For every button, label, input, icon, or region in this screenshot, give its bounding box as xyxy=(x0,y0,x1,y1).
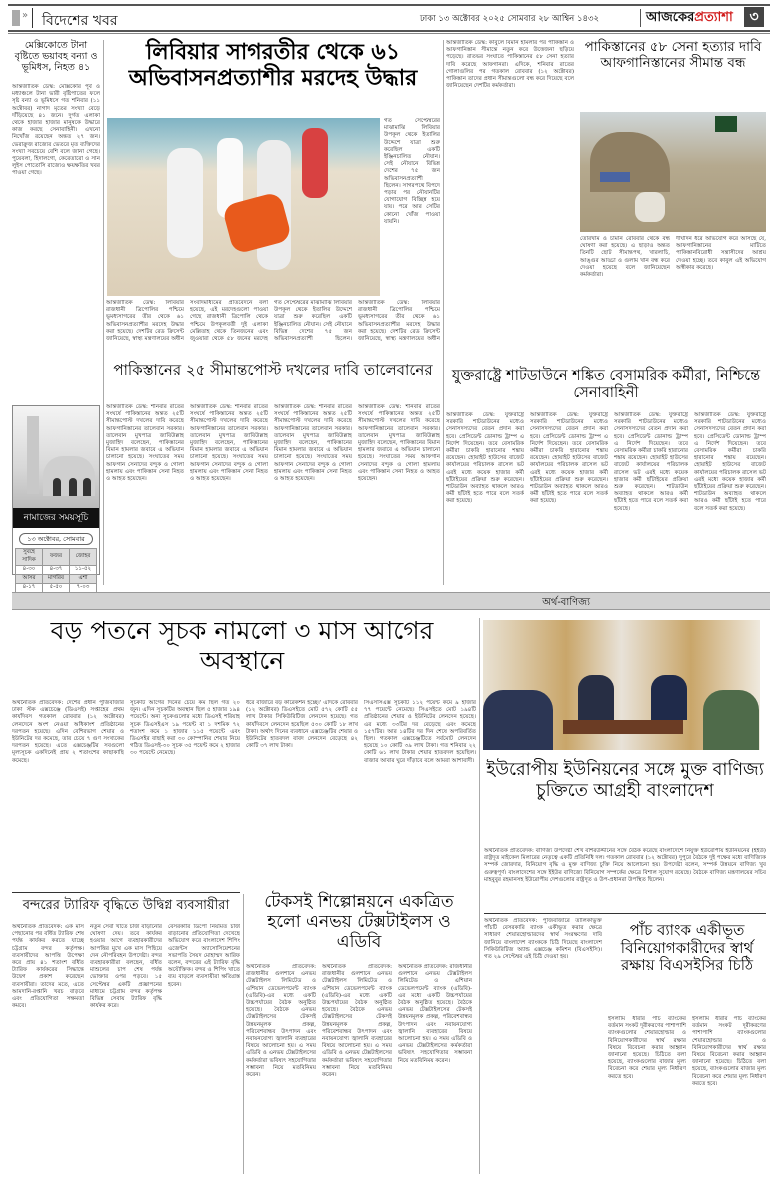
article-body-us-2: আন্তর্জাতিক ডেস্ক: যুক্তরাষ্ট্রে সরকারি শাটডাউনের মধ্যেও সেনাসদস্যদের বেতন প্রদান করা হবে। প্রেসিডেন্ট ডোনাল্ড ট্রাম্প এ নির্দেশ দিয়েছেন। তবে বেসামরিক কর্মীরা চাকরি হারানোর শঙ্কায় রয়েছেন। হোয়াইট হাউসের বাজেট কার্যালয়ের পরিচালক রাসেল ভট এরই মধ্যে কয়েক হাজার কর্মী ছাঁটাইয়ের প্রক্রিয়া শুরু করেছেন। শাটডাউন অব্যাহত থাকলে আরও কর্মী ছাঁটাই হতে পারে বলে সতর্ক করা হয়েছে। xyxy=(530,412,608,505)
photo-libya-beach xyxy=(107,118,380,296)
photo-table xyxy=(563,720,683,734)
article-body-market-c: ধরে বাজারে বড় কারেকশন হচ্ছে।' এদিকে রোববার (১২ অক্টোবর) ডিএসইতে মোট ৫৭২ কোটি ৫৫ লাখ টাকার সিকিউরিটিজ লেনদেন হয়েছে। গত কার্যদিবসে লেনদেন হয়েছিল ৫৩০ কোটি ১৮ লাখ টাকা। অর্থাৎ দিনের ব্যবধানে এক্সচেঞ্জটির শেয়ার ও ইউনিটের হাতবদল বাবদ লেনদেন বেড়েছে ৪২ কোটি ৩৭ লাখ টাকা। xyxy=(246,700,358,750)
mosque-image xyxy=(13,406,99,508)
photo-flag xyxy=(715,116,737,132)
photo-eu-meeting xyxy=(483,620,760,750)
article-body-pakistan-b: তোরখাম ও চামান রোববার থেকে বন্ধ ঘোষণা করা হয়েছে। এ ছাড়াও অন্তত তিনটি ছোট সীমান্তপথ, খারলাচি, আঙ্গুর আড্ডা ও গুলাম খান বন্ধ করে দেওয়া হয়েছে বলে জানিয়েছেন কর্মকর্তারা। xyxy=(580,236,670,279)
headline-mexico: মেক্সিকোতে টানা বৃষ্টিতে ভয়াবহ বন্যা ও ভূমিধস, নিহত ৪১ xyxy=(14,40,98,74)
column-rule xyxy=(443,40,444,585)
prayer-label: আসর xyxy=(16,575,43,584)
article-body-port-b: নতুন সেবা খাতে চার্জ বাড়ানোর ঘোষণা দেয়। তবে কার্যকর হওয়ার আগে ব্যবহারকারীদের আপত্তির মুখে এক মাস পিছিয়ে দেন নৌপরিবহন উপদেষ্টা। বন্দর ব্যবহারকারীরা বলছেন, বর্ধিত মাশুলের চাপ শেষ পর্যন্ত ভোক্তার ওপর পড়বে। ১৫ সেপ্টেম্বর একটি প্রজ্ঞাপনের মাধ্যমে চট্টগ্রাম বন্দর কর্তৃপক্ষ বিভিন্ন সেবায় ট্যারিফ বৃদ্ধি কার্যকর করে। xyxy=(90,924,162,1010)
prayer-time: ১১-৫২ xyxy=(70,566,97,575)
article-body-taliban-1: আন্তর্জাতিক ডেস্ক: শনিবার রাতের সংঘর্ষে পাকিস্তানের অন্তত ২৫টি সীমান্তপোস্ট দখলের দাবি করেছে আফগানিস্তানের তালেবান সরকার। তালেবান মুখপাত্র জাবিউল্লাহ মুজাহিদ বলেছেন, পাকিস্তানের বিমান হামলার জবাবে এ অভিযান চালানো হয়েছে। সংঘাতের সময় আফগান সেনাদের বন্দুক ও গোলা হামলায় এবং পাকিস্তান সেনা নিহত ও আহত হয়েছেন। xyxy=(106,404,184,483)
prayer-label: এশা xyxy=(70,575,97,584)
headline-libya: লিবিয়ার সাগরতীর থেকে ৬১ অভিবাসনপ্রত্যাশীর মরদেহ উদ্ধার xyxy=(128,40,418,91)
headline-bsec-banks: পাঁচ ব্যাংক একীভূত বিনিয়োগকারীদের স্বার্থ রক্ষায় বিএসইসির চিঠি xyxy=(620,921,754,975)
mosque-door xyxy=(53,478,61,496)
chevron-right-icon: » xyxy=(22,10,29,21)
article-body-market-d: সিএসসিএক্স সূচকটি ১১২ পয়েন্ট কমে ৯ হাজার ৭৭ পয়েন্টে নেমেছে। সিএসইতে মোট ১৯৪টি প্রতিষ্ঠানের শেয়ার ও ইউনিটের লেনদেন হয়েছে। এর মধ্যে ৩৩টির দর বেড়েছে এবং কমেছে ১৫৭টির। আর ১৪টির দর দিন শেষে অপরিবর্তিত ছিল। গতকাল এক্সচেঞ্জটিতে সর্বমোট লেনদেন হয়েছে ১০ কোটি ৩৯ লাখ টাকা। গত শনিবার ২২ কোটি ৬১ লাখ টাকার শেয়ার হাতবদল হয়েছিল। বাজার আবার ঘুরে দাঁড়াবে বলে আমরা আশাবাদী। xyxy=(364,700,476,764)
header-divider xyxy=(32,8,33,28)
page-number: ৩ xyxy=(744,7,764,27)
prayer-times-title: নামাজের সময়সূচি xyxy=(13,508,99,528)
headline-pakistan-58: পাকিস্তানের ৫৮ সেনা হত্যার দাবি আফগানিস্তানের সীমান্ত বন্ধ xyxy=(584,39,762,71)
article-body-market-a: অর্থনৈতিক প্রতিবেদক: দেশের প্রধান পুঁজিবাজার ঢাকা স্টক এক্সচেঞ্জে (ডিএসই) সপ্তাহের প্রথম কার্যদিবস গতকাল রোববার (১২ অক্টোবর) লেনদেনে অংশ নেওয়া অধিকাংশ প্রতিষ্ঠানের দরপতন হয়েছে। এদিন বেশিরভাগ শেয়ার ও ইউনিটের দর কমেছে, তার চেয়ে ৭ গুণ সংখ্যকের দরপতন হয়েছে। এতে এক্সচেঞ্জটির সবগুলো মূল্যসূচক একদিনেই প্রায় ২ শতাংশের কাছাকাছি কমেছে। xyxy=(12,700,124,764)
header-top-rule xyxy=(8,4,770,6)
photo-truck xyxy=(600,172,630,182)
mosque-door xyxy=(69,478,77,496)
article-body-taliban-4: আন্তর্জাতিক ডেস্ক: শনিবার রাতের সংঘর্ষে পাকিস্তানের অন্তত ২৫টি সীমান্তপোস্ট দখলের দাবি করেছে আফগানিস্তানের তালেবান সরকার। তালেবান মুখপাত্র জাবিউল্লাহ মুজাহিদ বলেছেন, পাকিস্তানের বিমান হামলার জবাবে এ অভিযান চালানো হয়েছে। সংঘাতের সময় আফগান সেনাদের বন্দুক ও গোলা হামলায় এবং পাকিস্তান সেনা নিহত ও আহত হয়েছেন। xyxy=(358,404,440,483)
article-body-textile-b: অর্থনৈতিক প্রতিবেদক: রাজধানীর গুলশানে এনভয় টেক্সটাইলস লিমিটেড ও এশিয়ান ডেভেলপমেন্ট ব্যাংক (এডিবি)-এর মধ্যে একটি উচ্চপর্যায়ের বৈঠক অনুষ্ঠিত হয়েছে। বৈঠকে এনভয় টেক্সটাইলসের টেকসই উন্নয়নমূলক প্রকল্প, পরিবেশবান্ধব উৎপাদন এবং নবায়নযোগ্য জ্বালানি ব্যবহারের বিষয়ে আলোচনা হয়। এ সময় এডিবি ও এনভয় টেক্সটাইলসের কর্মকর্তারা ভবিষ্যৎ সহযোগিতার সম্ভাবনা নিয়ে মতবিনিময় করেন। xyxy=(322,964,392,1079)
article-body-port-a: অর্থনৈতিক প্রতিবেদক: এক মাস পেছানোর পর বর্ধিত ট্যারিফ শেষ পর্যন্ত কার্যকর করতে যাচ্ছে চট্টগ্রাম বন্দর কর্তৃপক্ষ। ব্যবসায়ীদের আপত্তি উপেক্ষা করে প্রায় ৪১ শতাংশ বর্ধিত ট্যারিফ কার্যকরের সিদ্ধান্তে উদ্বেগ প্রকাশ করেছেন ব্যবসায়ীরা। তাদের মতে, এতে আমদানি-রপ্তানি খরচ বাড়বে এবং প্রতিযোগিতা সক্ষমতা কমবে। xyxy=(12,924,84,1010)
article-body-pakistan-c: দীর্ঘদিন ধরে অভিযোগ করে আসছে যে, আফগানিস্তানের মাটিতে পাকিস্তানবিরোধী সন্ত্রাসীদের আশ্রয় দেওয়া হচ্ছে। তবে কাবুল এই অভিযোগ অস্বীকার করেছে। xyxy=(676,236,766,271)
prayer-time: ৫-৫০ xyxy=(43,584,70,593)
article-body-us-4: আন্তর্জাতিক ডেস্ক: যুক্তরাষ্ট্রে সরকারি শাটডাউনের মধ্যেও সেনাসদস্যদের বেতন প্রদান করা হবে। প্রেসিডেন্ট ডোনাল্ড ট্রাম্প এ নির্দেশ দিয়েছেন। তবে বেসামরিক কর্মীরা চাকরি হারানোর শঙ্কায় রয়েছেন। হোয়াইট হাউসের বাজেট কার্যালয়ের পরিচালক রাসেল ভট এরই মধ্যে কয়েক হাজার কর্মী ছাঁটাইয়ের প্রক্রিয়া শুরু করেছেন। শাটডাউন অব্যাহত থাকলে আরও কর্মী ছাঁটাই হতে পারে বলে সতর্ক করা হয়েছে। xyxy=(694,412,766,512)
photo-person xyxy=(703,690,759,750)
article-body-libya-b2: গত সেপ্টেম্বরের মাঝামাঝি লিবিয়ার উপকূল থেকে ইতালির উদ্দেশে যাত্রা শুরু করেছিল একটি ইঞ্জিনচালিত নৌযান। সেই নৌযানে বিভিন্ন দেশের ৭৫ জন অভিবাসনপ্রত্যাশী ছিলেন। xyxy=(274,300,352,342)
section-marker-icon xyxy=(12,10,20,26)
photo-pak-afghan-border xyxy=(580,112,766,232)
prayer-time: ৪-৩৭ xyxy=(43,566,70,575)
photo-figure xyxy=(302,128,328,198)
headline-eu-fta: ইউরোপীয় ইউনিয়নের সঙ্গে মুক্ত বাণিজ্য চুক্তিতে আগ্রহী বাংলাদেশ xyxy=(486,760,764,801)
prayer-time: ৪-৩০ xyxy=(16,566,43,575)
header-bottom-rule xyxy=(8,30,770,34)
article-body-taliban-2: আন্তর্জাতিক ডেস্ক: শনিবার রাতের সংঘর্ষে পাকিস্তানের অন্তত ২৫টি সীমান্তপোস্ট দখলের দাবি করেছে আফগানিস্তানের তালেবান সরকার। তালেবান মুখপাত্র জাবিউল্লাহ মুজাহিদ বলেছেন, পাকিস্তানের বিমান হামলার জবাবে এ অভিযান চালানো হয়েছে। সংঘাতের সময় আফগান সেনাদের বন্দুক ও গোলা হামলায় এবং পাকিস্তান সেনা নিহত ও আহত হয়েছেন। xyxy=(190,404,268,483)
article-body-libya-c: গত সেপ্টেম্বরের মাঝামাঝি লিবিয়ার উপকূল থেকে ইতালির উদ্দেশে যাত্রা শুরু করেছিল একটি ইঞ্জিনচালিত নৌযান। সেই নৌযানে বিভিন্ন দেশের ৭৫ জন অভিবাসনপ্রত্যাশী ছিলেন। সাগরপথে বিপদে পড়ার পর নৌযানটির যোগাযোগ বিচ্ছিন্ন হয়ে যায়। পরে আর সেটির কোনো খোঁজ পাওয়া যায়নি। xyxy=(384,118,440,225)
article-body-mexico: আন্তর্জাতিক ডেস্ক: মেক্সিকোর পূর্ব ও মধ্যাঞ্চলে টানা ভারী বৃষ্টিপাতের ফলে সৃষ্ট বন্যা ও ভূমিধসে গত শনিবার (১১ অক্টোবর) নাগাদ মৃতের সংখ্যা বেড়ে দাঁড়িয়েছে ৪১ জনে। দুর্গত এলাকা থেকে হাজার হাজার মানুষকে উদ্ধারে কাজ করছে সেনাবাহিনী। এখনো নিখোঁজ রয়েছেন অন্তত ২৭ জন। ভেরাক্রুজ রাজ্যের ভেতরে মৃত ব্যক্তিদের সংখ্যা সবচেয়ে বেশি বলে জানা গেছে। পুয়েবলা, হিদালগো, কেরেতারো ও সান লুইস পোতোসি রাজ্যেও ক্ষয়ক্ষতির খবর পাওয়া গেছে। xyxy=(12,84,100,177)
newspaper-logo xyxy=(646,8,733,29)
article-body-eu-fta: অর্থনৈতিক প্রতিবেদক: বাণিজ্য উপদেষ্টা শেখ বশিরউদ্দীনের সঙ্গে বৈঠক করেছে বাংলাদেশে নিযুক্ত ইউরোপীয় ইউনিয়নের (ইইউ) রাষ্ট্রদূত মাইকেল মিলারের নেতৃত্বে একটি প্রতিনিধি দল। গতকাল রোববার (১২ অক্টোবর) দুপুরে বৈঠকে দুই পক্ষের মধ্যে বাণিজ্যিক সম্পর্ক জোরদার, বিনিয়োগ বৃদ্ধি ও মুক্ত বাণিজ্য চুক্তি নিয়ে আলোচনা হয়। উপদেষ্টা বলেন, সম্পর্ক উন্নয়নে বাণিজ্য খুব গুরুত্বপূর্ণ। বাংলাদেশের সঙ্গে ইইউর বাণিজ্যে বিনিয়োগ সম্পর্কের ক্ষেত্রে বিশাল সুযোগ রয়েছে। বৈঠকে বাণিজ্য মন্ত্রণালয়ের সচিব মাহবুবুর রহমানসহ ইউরোপীয় দেশগুলোর রাষ্ট্রদূত ও উপ-প্রধানরা উপস্থিত ছিলেন। xyxy=(484,848,766,883)
article-body-us-1: আন্তর্জাতিক ডেস্ক: যুক্তরাষ্ট্রে সরকারি শাটডাউনের মধ্যেও সেনাসদস্যদের বেতন প্রদান করা হবে। প্রেসিডেন্ট ডোনাল্ড ট্রাম্প এ নির্দেশ দিয়েছেন। তবে বেসামরিক কর্মীরা চাকরি হারানোর শঙ্কায় রয়েছেন। হোয়াইট হাউসের বাজেট কার্যালয়ের পরিচালক রাসেল ভট এরই মধ্যে কয়েক হাজার কর্মী ছাঁটাইয়ের প্রক্রিয়া শুরু করেছেন। শাটডাউন অব্যাহত থাকলে আরও কর্মী ছাঁটাই হতে পারে বলে সতর্ক করা হয়েছে। xyxy=(446,412,524,505)
logo-text-part2: প্রত্যাশা xyxy=(694,10,733,25)
article-body-pakistan-a: আন্তর্জাতিক ডেস্ক: কাবুলে বিমান হামলার পর পাকিস্তান ও আফগানিস্তান সীমান্তে নতুন করে উত্তেজনা ছড়িয়ে পড়েছে। রাতভর সংঘাতে পাকিস্তানের ৫৮ সেনা হত্যার দাবি করেছে আফগানরা। এদিকে, শনিবার রাতের গোলাগুলির পর গতকাল রোববার (১২ অক্টোবর) পাকিস্তান তাদের প্রধান সীমান্তগুলো বন্ধ করে দিয়েছে বলে জানিয়েছেন দেশটির কর্মকর্তারা। xyxy=(446,40,574,90)
photo-hill xyxy=(590,132,670,192)
article-body-market-b: সূচকটি আগের দিনের চেয়ে কম ছিল গত ২০ জুন। এদিন সূচকটির অবস্থান ছিল ৫ হাজার ১৯৪ পয়েন্টে। অন্য সূচকগুলোর মধ্যে ডিএসই শরিয়াহ সূচক ডিএসইএস ১৯ পয়েন্ট বা ১ দশমিক ৭২ শতাংশ কমে ১ হাজার ১১৫ পয়েন্টে এবং ডিএসইর বাছাই করা ৩০ কোম্পানির শেয়ার নিয়ে গঠিত ডিএসই-৩০ সূচক ৩৫ পয়েন্ট কমে ২ হাজার ৩০ পয়েন্টে নেমেছে। xyxy=(130,700,240,757)
prayer-label: ফজর xyxy=(43,549,70,566)
article-body-bsec-a: অর্থনৈতিক প্রতিবেদক: পুঁজিবাজারে তালিকাভুক্ত পাঁচটি বেসরকারি ব্যাংক একীভূত করার ক্ষেত্রে সাধারণ শেয়ারহোল্ডারদের স্বার্থ সংরক্ষণের দাবি জানিয়ে বাংলাদেশ ব্যাংককে চিঠি দিয়েছে বাংলাদেশ সিকিউরিটিজ অ্যান্ড এক্সচেঞ্জ কমিশন (বিএসইসি)। গত ২৯ সেপ্টেম্বর এই চিঠি দেওয়া হয়। xyxy=(484,918,602,961)
column-rule xyxy=(12,892,240,893)
column-rule xyxy=(479,618,480,1174)
prayer-label: সুবহে সাদিক xyxy=(16,549,43,566)
prayer-time: ৪-১৭ xyxy=(16,584,43,593)
minaret xyxy=(27,416,39,494)
prayer-times-box xyxy=(12,405,100,590)
headline-taliban-25-posts: পাকিস্তানের ২৫ সীমান্তপোস্ট দখলের দাবি তালেবানের xyxy=(113,361,433,379)
article-body-textile-a: অর্থনৈতিক প্রতিবেদক: রাজধানীর গুলশানে এনভয় টেক্সটাইলস লিমিটেড ও এশিয়ান ডেভেলপমেন্ট ব্যাংক (এডিবি)-এর মধ্যে একটি উচ্চপর্যায়ের বৈঠক অনুষ্ঠিত হয়েছে। বৈঠকে এনভয় টেক্সটাইলসের টেকসই উন্নয়নমূলক প্রকল্প, পরিবেশবান্ধব উৎপাদন এবং নবায়নযোগ্য জ্বালানি ব্যবহারের বিষয়ে আলোচনা হয়। এ সময় এডিবি ও এনভয় টেক্সটাইলসের কর্মকর্তারা ভবিষ্যৎ সহযোগিতার সম্ভাবনা নিয়ে মতবিনিময় করেন। xyxy=(246,964,316,1079)
prayer-label: মাগরিব xyxy=(43,575,70,584)
article-body-bsec-b: ইসলামি ধারার পাঁচ ব্যাংকের বর্তমান সংকট দূরীকরণের পাশাপাশি ব্যাংকগুলোর শেয়ারহোল্ডার ও বিনিয়োগকারীদের স্বার্থ রক্ষার বিষয়ে বিবেচনা করার আহ্বান জানানো হয়েছে। চিঠিতে বলা হয়েছে, ব্যাংকগুলোর বাজার মূল্য বিবেচনা করে শেয়ার মূল্য নির্ধারণ করতে হবে। xyxy=(608,1016,686,1080)
section-band xyxy=(12,592,770,610)
prayer-times-date: ১৩ অক্টোবর, সোমবার xyxy=(19,533,93,545)
photo-person xyxy=(483,690,553,750)
article-body-port-c: বেসরকারি ডিপো নিয়মিত চার্জ বাড়ানোর প্রতিযোগিতা দেখেছে অভিযোগ করে বাংলাদেশ শিপিং এজেন্টস অ্যাসোসিয়েশনের সভাপতি সৈয়দ মোহাম্মদ আরিফ বলেন, বন্দরের এই ট্যারিফ বৃদ্ধি অযৌক্তিক। বন্দর ও শিপিং খাতে ব্যয় বাড়লে ব্যবসায়ীরা ক্ষতিগ্রস্ত হবেন। xyxy=(168,924,240,988)
article-body-taliban-3: আন্তর্জাতিক ডেস্ক: শনিবার রাতের সংঘর্ষে পাকিস্তানের অন্তত ২৫টি সীমান্তপোস্ট দখলের দাবি করেছে আফগানিস্তানের তালেবান সরকার। তালেবান মুখপাত্র জাবিউল্লাহ মুজাহিদ বলেছেন, পাকিস্তানের বিমান হামলার জবাবে এ অভিযান চালানো হয়েছে। সংঘাতের সময় আফগান সেনাদের বন্দুক ও গোলা হামলায় এবং পাকিস্তান সেনা নিহত ও আহত হয়েছেন। xyxy=(274,404,352,483)
section-band-label: অর্থ-বাণিজ্য xyxy=(542,597,590,608)
article-body-libya-a: আন্তর্জাতিক ডেস্ক: লিবিয়ার রাজধানী ত্রিপোলির পশ্চিমে ভূমধ্যসাগরের তীর থেকে ৬১ অভিবাসনপ্রত্যাশীর মরদেহ উদ্ধার করা হয়েছে। দেশটির রেড ক্রিসেন্ট জানিয়েছে, স্বাস্থ্য মন্ত্রণালয়ের অধীন xyxy=(106,300,184,342)
headline-us-shutdown: যুক্তরাষ্ট্রে শাটডাউনে শঙ্কিত বেসামরিক কর্মীরা, নিশ্চিন্তে সেনাবাহিনী xyxy=(451,368,761,402)
dateline: ঢাকা ১৩ অক্টোবর ২০২৫ সোমবার ২৮ আশ্বিন ১৪৩২ xyxy=(420,14,600,24)
column-rule xyxy=(243,894,244,1174)
column-rule xyxy=(103,40,104,585)
photo-person xyxy=(578,675,614,720)
article-body-bsec-c: ইসলামি ধারার পাঁচ ব্যাংকের বর্তমান সংকট দূরীকরণের পাশাপাশি ব্যাংকগুলোর শেয়ারহোল্ডার ও বিনিয়োগকারীদের স্বার্থ রক্ষার বিষয়ে বিবেচনা করার আহ্বান জানানো হয়েছে। চিঠিতে বলা হয়েছে, ব্যাংকগুলোর বাজার মূল্য বিবেচনা করে শেয়ার মূল্য নির্ধারণ করতে হবে। xyxy=(692,1016,766,1087)
prayer-time: ৭-০৩ xyxy=(70,584,97,593)
article-body-us-3: আন্তর্জাতিক ডেস্ক: যুক্তরাষ্ট্রে সরকারি শাটডাউনের মধ্যেও সেনাসদস্যদের বেতন প্রদান করা হবে। প্রেসিডেন্ট ডোনাল্ড ট্রাম্প এ নির্দেশ দিয়েছেন। তবে বেসামরিক কর্মীরা চাকরি হারানোর শঙ্কায় রয়েছেন। হোয়াইট হাউসের বাজেট কার্যালয়ের পরিচালক রাসেল ভট এরই মধ্যে কয়েক হাজার কর্মী ছাঁটাইয়ের প্রক্রিয়া শুরু করেছেন। শাটডাউন অব্যাহত থাকলে আরও কর্মী ছাঁটাই হতে পারে বলে সতর্ক করা হয়েছে। xyxy=(614,412,688,512)
prayer-times-table xyxy=(15,548,97,593)
article-body-textile-c: অর্থনৈতিক প্রতিবেদক: রাজধানীর গুলশানে এনভয় টেক্সটাইলস লিমিটেড ও এশিয়ান ডেভেলপমেন্ট ব্যাংক (এডিবি)-এর মধ্যে একটি উচ্চপর্যায়ের বৈঠক অনুষ্ঠিত হয়েছে। বৈঠকে এনভয় টেক্সটাইলসের টেকসই উন্নয়নমূলক প্রকল্প, পরিবেশবান্ধব উৎপাদন এবং নবায়নযোগ্য জ্বালানি ব্যবহারের বিষয়ে আলোচনা হয়। এ সময় এডিবি ও এনভয় টেক্সটাইলসের কর্মকর্তারা ভবিষ্যৎ সহযোগিতার সম্ভাবনা নিয়ে মতবিনিময় করেন। xyxy=(398,964,472,1064)
section-title: বিদেশের খবর xyxy=(42,13,118,29)
headline-textile-adb: টেকসই শিল্পোন্নয়নে একত্রিত হলো এনভয় টেক্সটাইলস ও এডিবি xyxy=(264,892,454,953)
headline-market-index: বড় পতনে সূচক নামলো ৩ মাস আগের অবস্থানে xyxy=(50,616,434,675)
logo-text-part1: আজকের xyxy=(646,10,695,25)
mosque-door xyxy=(83,478,91,496)
article-body-libya-c2: আন্তর্জাতিক ডেস্ক: লিবিয়ার রাজধানী ত্রিপোলির পশ্চিমে ভূমধ্যসাগরের তীর থেকে ৬১ অভিবাসনপ্রত্যাশীর মরদেহ উদ্ধার করা হয়েছে। দেশটির রেড ক্রিসেন্ট জানিয়েছে, স্বাস্থ্য মন্ত্রণালয়ের অধীন xyxy=(358,300,440,342)
photo-figure xyxy=(167,148,203,258)
headline-port-tariff: বন্দরের ট্যারিফ বৃদ্ধিতে উদ্বিগ্ন ব্যবসায়ীরা xyxy=(22,898,230,913)
article-body-libya-b: সংবাদমাধ্যমের প্রতিবেদনে বলা হয়েছে, এই মরদেহগুলো পাওয়া গেছে রাজধানী ত্রিপোলি থেকে পশ্চিমে উপকূলবর্তী দুই এলাকা মেল্লিতাহ থেকে তিনজনের এবং জুওয়ারা থেকে ৫৮ জনের মরদেহ xyxy=(190,300,268,342)
photo-person xyxy=(635,192,665,222)
brand-divider xyxy=(640,9,641,27)
prayer-label: জোহর xyxy=(70,549,97,566)
photo-person xyxy=(651,675,687,720)
column-rule xyxy=(484,913,766,914)
